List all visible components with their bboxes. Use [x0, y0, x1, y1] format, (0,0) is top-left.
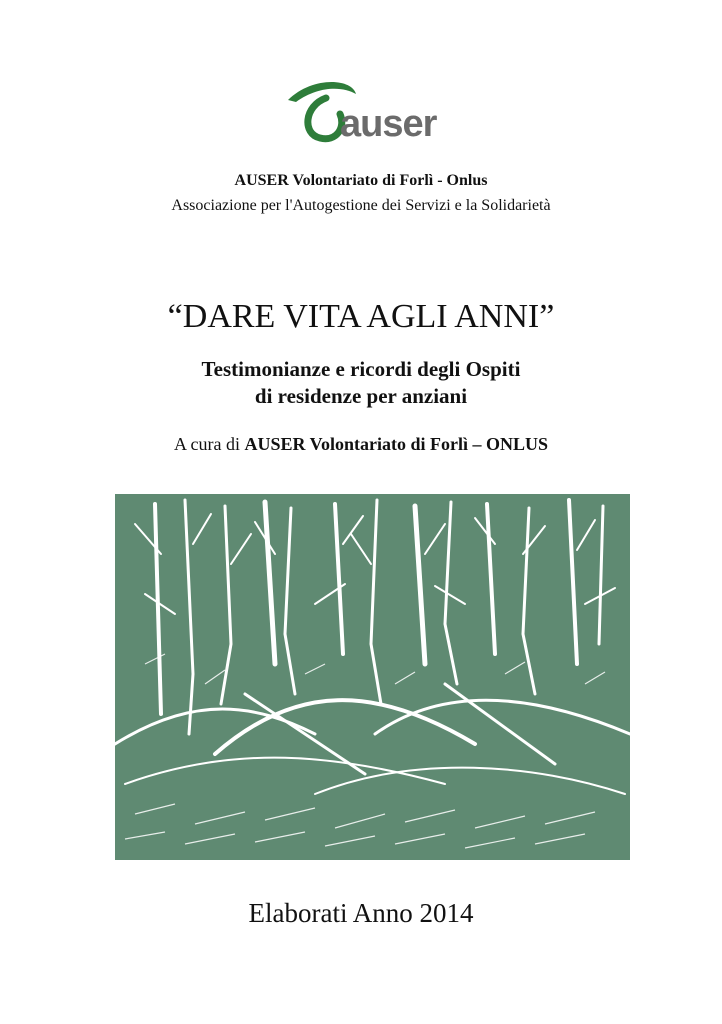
footer-year-label: Elaborati Anno 2014: [248, 898, 474, 928]
subtitle-line-1: Testimonianze e ricordi degli Ospiti: [201, 357, 521, 381]
page-title: “DARE VITA AGLI ANNI”: [167, 298, 555, 335]
logo-wordmark: auser: [340, 103, 437, 145]
logo-loop: [308, 98, 342, 139]
curator-name: AUSER Volontariato di Forlì – ONLUS: [244, 434, 549, 454]
curator-credit: [0, 432, 722, 456]
subtitle-line-2: di residenze per anziani: [254, 384, 468, 408]
organization-name: AUSER Volontariato di Forlì - Onlus: [234, 172, 488, 189]
woodcut-illustration: [115, 494, 630, 860]
curator-prefix: A cura di: [173, 434, 245, 454]
auser-logo: [282, 72, 468, 152]
organization-description: Associazione per l'Autogestione dei Servizi e la Solidarietà: [171, 197, 551, 214]
